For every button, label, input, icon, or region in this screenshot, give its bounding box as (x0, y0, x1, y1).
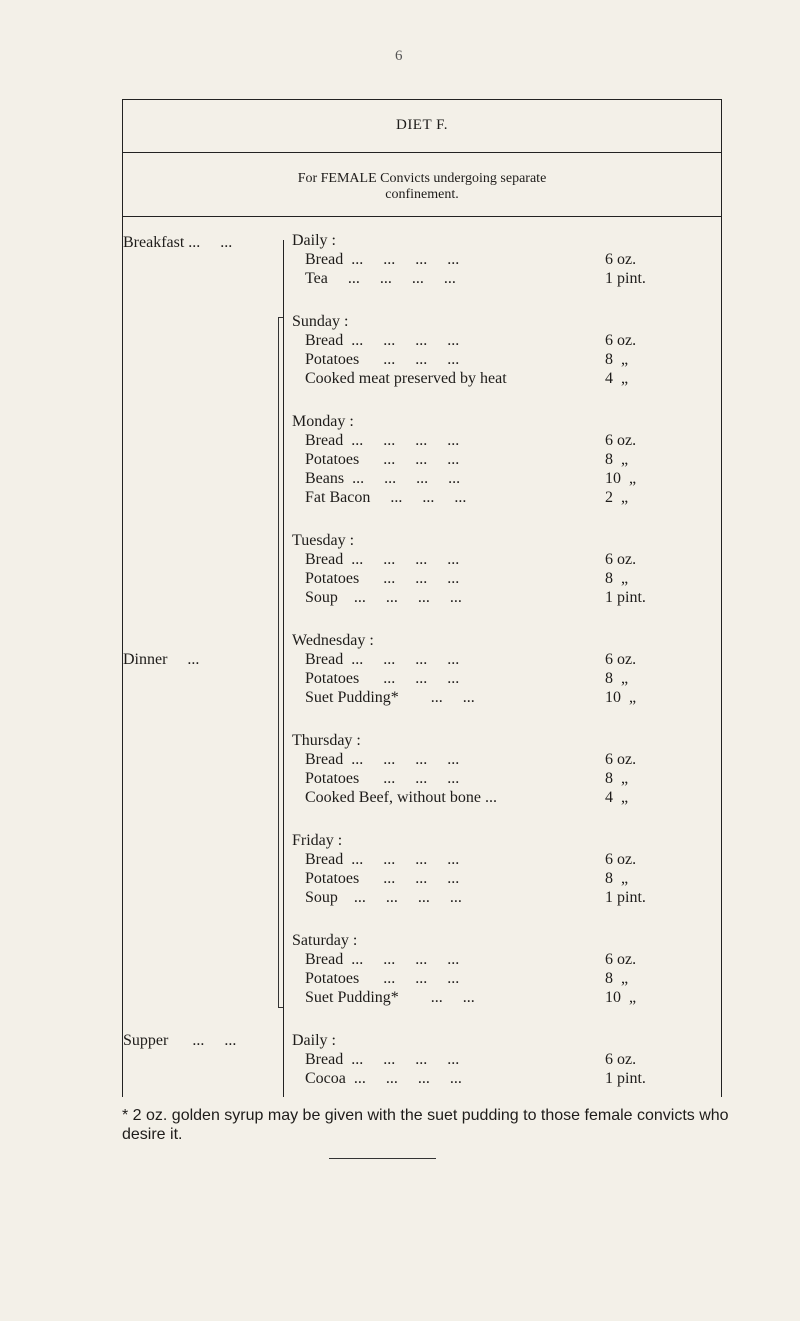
dinner-thursday-item: Potatoes ... ... ... (305, 770, 460, 787)
dinner-wednesday-amount: 8 „ (605, 670, 629, 687)
dinner-saturday-item: Potatoes ... ... ... (305, 970, 460, 987)
dinner-monday-amount: 8 „ (605, 451, 629, 468)
page-number: 6 (395, 48, 403, 64)
dinner-saturday-item: Suet Pudding* ... ... (305, 989, 475, 1006)
dinner-thursday-item: Cooked Beef, without bone ... (305, 789, 497, 806)
dinner-sunday-heading: Sunday : (292, 313, 349, 330)
dinner-monday-amount: 6 oz. (605, 432, 637, 449)
breakfast-item: Bread ... ... ... ... (305, 251, 460, 268)
column-divider (283, 240, 284, 1097)
dinner-tuesday-amount: 6 oz. (605, 551, 637, 568)
dinner-monday-item: Beans ... ... ... ... (305, 470, 461, 487)
footnote-rule (329, 1158, 436, 1159)
dinner-wednesday-item: Suet Pudding* ... ... (305, 689, 475, 706)
dinner-sunday-amount: 8 „ (605, 351, 629, 368)
dinner-saturday-amount: 8 „ (605, 970, 629, 987)
supper-item: Bread ... ... ... ... (305, 1051, 460, 1068)
dinner-tuesday-item: Potatoes ... ... ... (305, 570, 460, 587)
dinner-sunday-item: Cooked meat preserved by heat (305, 370, 507, 387)
dinner-friday-item: Potatoes ... ... ... (305, 870, 460, 887)
dinner-tuesday-amount: 8 „ (605, 570, 629, 587)
dinner-tuesday-item: Bread ... ... ... ... (305, 551, 460, 568)
supper-heading: Daily : (292, 1032, 336, 1049)
dinner-friday-amount: 6 oz. (605, 851, 637, 868)
dinner-friday-item: Bread ... ... ... ... (305, 851, 460, 868)
breakfast-amount: 6 oz. (605, 251, 637, 268)
dinner-monday-item: Bread ... ... ... ... (305, 432, 460, 449)
subtitle-line-1: For FEMALE Convicts undergoing separate (297, 171, 547, 186)
dinner-sunday-amount: 4 „ (605, 370, 629, 387)
dinner-thursday-amount: 4 „ (605, 789, 629, 806)
dinner-tuesday-amount: 1 pint. (605, 589, 646, 606)
dinner-saturday-amount: 10 „ (605, 989, 637, 1006)
dinner-tuesday-heading: Tuesday : (292, 532, 355, 549)
dinner-thursday-heading: Thursday : (292, 732, 361, 749)
breakfast-item: Tea ... ... ... ... (305, 270, 456, 287)
dinner-friday-item: Soup ... ... ... ... (305, 889, 462, 906)
dinner-saturday-item: Bread ... ... ... ... (305, 951, 460, 968)
meal-label-supper: Supper ... ... (123, 1032, 237, 1049)
dinner-sunday-amount: 6 oz. (605, 332, 637, 349)
dinner-thursday-item: Bread ... ... ... ... (305, 751, 460, 768)
dinner-monday-item: Potatoes ... ... ... (305, 451, 460, 468)
supper-amount: 1 pint. (605, 1070, 646, 1087)
dinner-sunday-item: Bread ... ... ... ... (305, 332, 460, 349)
dinner-saturday-amount: 6 oz. (605, 951, 637, 968)
title-divider (123, 152, 721, 153)
subtitle-divider (123, 216, 721, 217)
dinner-wednesday-item: Potatoes ... ... ... (305, 670, 460, 687)
subtitle-line-2: confinement. (385, 187, 459, 202)
dinner-sunday-item: Potatoes ... ... ... (305, 351, 460, 368)
meal-label-breakfast: Breakfast ... ... (123, 234, 233, 251)
diet-table (122, 99, 722, 1097)
dinner-monday-item: Fat Bacon ... ... ... (305, 489, 467, 506)
dinner-thursday-amount: 6 oz. (605, 751, 637, 768)
dinner-friday-amount: 1 pint. (605, 889, 646, 906)
supper-item: Cocoa ... ... ... ... (305, 1070, 462, 1087)
dinner-thursday-amount: 8 „ (605, 770, 629, 787)
dinner-brace (278, 317, 283, 1008)
dinner-wednesday-amount: 10 „ (605, 689, 637, 706)
dinner-wednesday-item: Bread ... ... ... ... (305, 651, 460, 668)
table-title: DIET F. (395, 117, 449, 133)
supper-amount: 6 oz. (605, 1051, 637, 1068)
table-subtitle (123, 171, 721, 203)
dinner-wednesday-heading: Wednesday : (292, 632, 374, 649)
dinner-friday-heading: Friday : (292, 832, 343, 849)
meal-label-dinner: Dinner ... (123, 651, 200, 668)
dinner-wednesday-amount: 6 oz. (605, 651, 637, 668)
breakfast-amount: 1 pint. (605, 270, 646, 287)
breakfast-heading: Daily : (292, 232, 336, 249)
footnote: * 2 oz. golden syrup may be given with the suet pudding to those female convicts who desire it. (122, 1107, 729, 1143)
dinner-friday-amount: 8 „ (605, 870, 629, 887)
dinner-saturday-heading: Saturday : (292, 932, 358, 949)
dinner-monday-amount: 2 „ (605, 489, 629, 506)
dinner-monday-heading: Monday : (292, 413, 354, 430)
dinner-monday-amount: 10 „ (605, 470, 637, 487)
dinner-tuesday-item: Soup ... ... ... ... (305, 589, 462, 606)
